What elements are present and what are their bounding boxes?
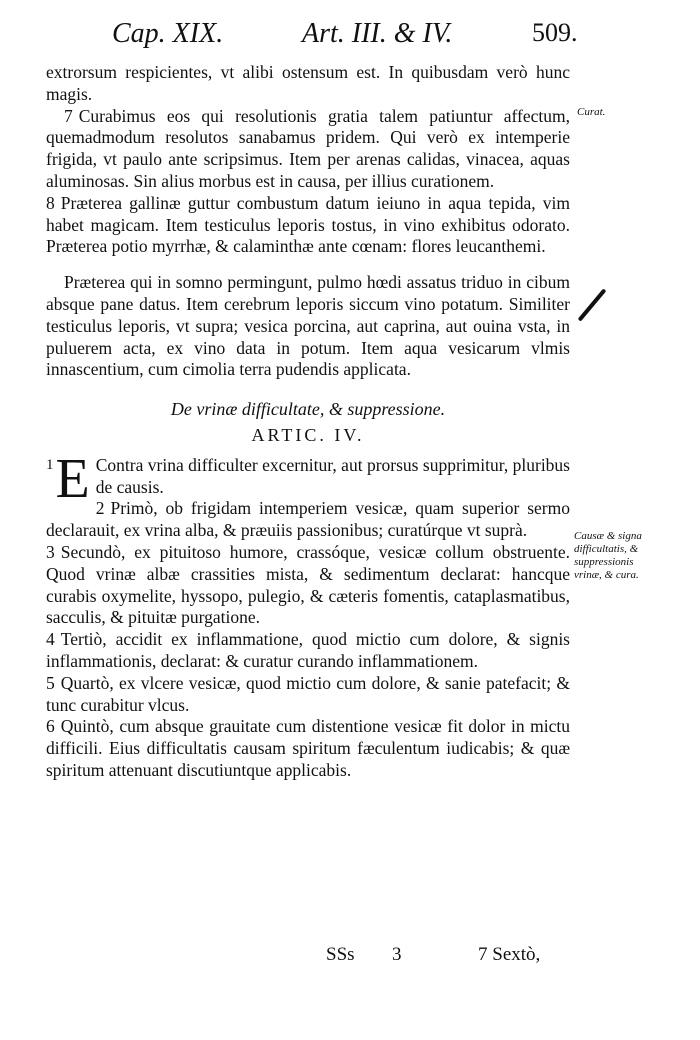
paragraph xyxy=(46,106,570,193)
paragraph xyxy=(46,272,570,381)
paragraph-text: Contra vrina difficulter excernitur, aut prorsus supprimitur, pluribus de causis. xyxy=(95,454,570,497)
paragraph-number: 6 xyxy=(46,716,55,737)
paragraph-number: 7 xyxy=(64,105,73,126)
signature-number: 3 xyxy=(392,944,402,965)
paragraph-number: 5 xyxy=(46,672,55,693)
page-footer xyxy=(0,944,700,974)
drop-cap: E xyxy=(55,447,90,510)
paragraph-number: 8 xyxy=(46,192,55,213)
ink-mark xyxy=(578,288,607,321)
paragraph-text: extrorsum respicientes, vt alibi ostensum est. In quibusdam verò hunc magis. xyxy=(46,62,570,104)
chapter-heading: Cap. XIX. xyxy=(112,18,224,49)
main-text xyxy=(46,62,570,782)
catchword: 7 Sextò, xyxy=(478,944,541,965)
paragraph xyxy=(46,629,570,673)
paragraph xyxy=(46,447,570,510)
paragraph-text: Præterea qui in somno permingunt, pulmo hœdi assatus triduo in cibum absque pane datus. Item cerebrum leporis siccum vino potatum. Similiter testiculus leporis, vt supra; vesica porcina, aut caprina, aut ouina vsta, in puluerem acta, ex vino data in potum. Item aqua vesicarum vlmis innascentium, cum cimolia terra pudendis applicata. xyxy=(46,272,570,380)
page-number: 509. xyxy=(532,18,578,47)
margin-note: Causæ & signa difficultatis, & suppressionis vrinæ, & cura. xyxy=(574,530,642,581)
paragraph xyxy=(46,498,570,542)
paragraph-text: Primò, ob frigidam intemperiem vesicæ, quam superior sermo declarauit, ex vrina alba, & præuiis passionibus; curatúrque vt suprà. xyxy=(46,498,570,541)
section-title: De vrinæ difficultate, & suppressione. xyxy=(170,399,446,420)
paragraph-number: 3 xyxy=(46,541,55,562)
paragraph xyxy=(46,62,570,106)
paragraph xyxy=(46,716,570,781)
paragraph-text: Quartò, ex vlcere vesicæ, quod mictio cum dolore, & sanie patefacit; & tunc curabitur vlcus. xyxy=(46,672,570,715)
paragraph-text: Tertiò, accidit ex inflammatione, quod mictio cum dolore, & signis inflammationis, declarat: & curatur curando inflammationem. xyxy=(46,629,570,671)
paragraph xyxy=(46,542,570,629)
article-heading: Art. III. & IV. xyxy=(302,18,453,49)
paragraph-number: 1 xyxy=(46,456,54,473)
signature-mark: SSs xyxy=(326,944,355,965)
paragraph-number: 4 xyxy=(46,629,55,650)
running-header xyxy=(0,18,700,58)
paragraph-number: 2 xyxy=(95,498,105,519)
paragraph-text: Præterea gallinæ guttur combustum datum ieiuno in aqua tepida, vim habet magicam. Item testiculus leporis tostus, in vino exhibitus odorato. Præterea potio myrrhæ, & calaminthæ ante cœnam: flores leucanthemi. xyxy=(46,192,570,257)
paragraph-text: Secundò, ex pituitoso humore, crassóque, vesicæ collum obstruente. Quod vrinæ albæ crassities mista, & sedimentum declarat: hancque curabis oxymelite, hyssopo, pulegio, & cæteris fomentis, cataplasmatibus, sacculis, & pituitæ purgatione. xyxy=(46,541,570,628)
paragraph xyxy=(46,673,570,717)
paragraph-text: Curabimus eos qui resolutionis gratia talem patiuntur affectum, quemadmodum resolutos sanabamus pridem. Qui verò ex intemperie frigida, vt paulo ante scripsimus. Item per arenas calidas, vinacea, aquas aluminosas. Sin alius morbus est in causa, per illius curationem. xyxy=(46,105,570,191)
paragraph xyxy=(46,193,570,258)
paragraph-text: Quintò, cum absque grauitate cum distentione vesicæ fit dolor in mictu difficili. Eius difficultatis causam spiritum fæculentum iudicabis; & quæ spiritum attenuant discutiuntque applicabis. xyxy=(46,716,570,780)
margin-note: Curat. xyxy=(577,106,606,118)
article-title: ARTIC. IV. xyxy=(251,424,365,445)
